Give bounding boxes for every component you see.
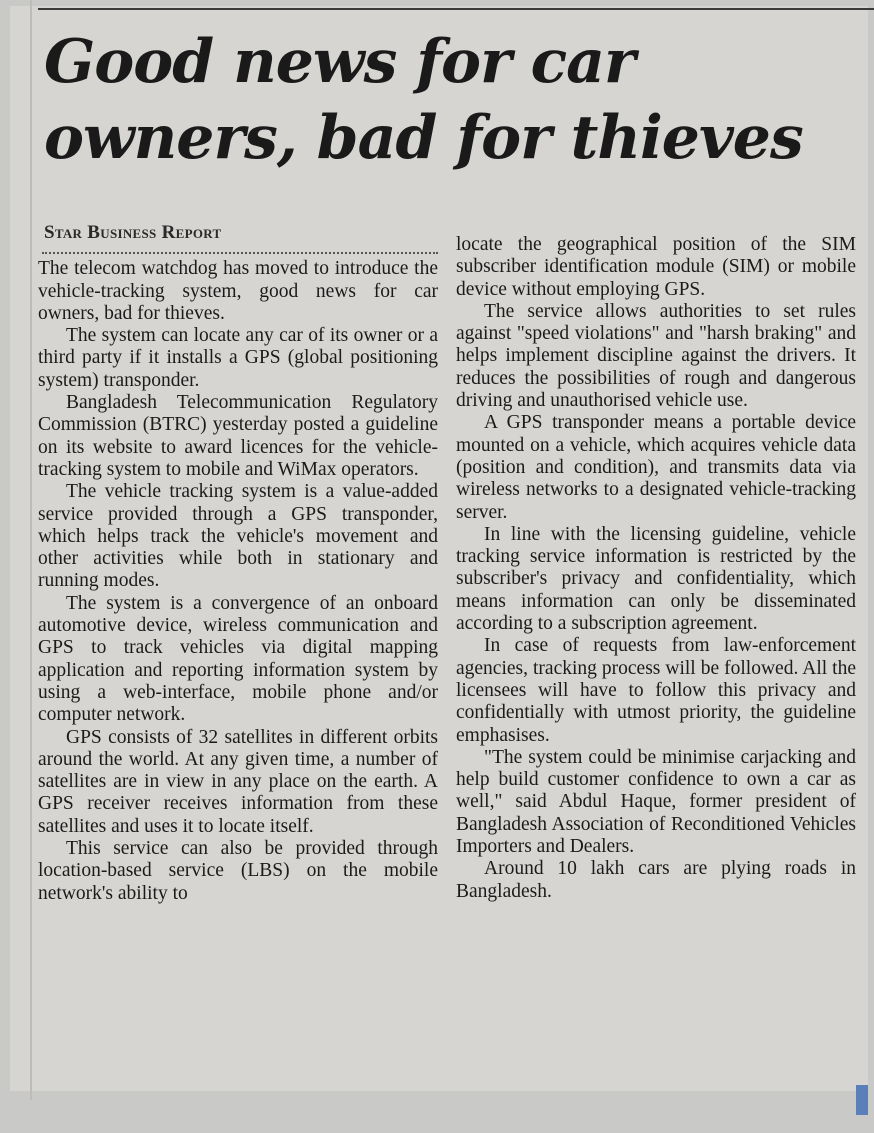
- paragraph: The service allows authorities to set rules against "speed violations" and "harsh braking" and helps implement discipline against the drivers. It reduces the possibilities of rough and dangerous driving and unauthorised vehicle use.: [456, 300, 856, 412]
- paragraph: Bangladesh Telecommunication Regulatory Commission (BTRC) yesterday posted a guideline on its website to award licences for the vehicle-tracking system to mobile and WiMax operators.: [38, 392, 438, 480]
- edge-marker: [856, 1085, 868, 1115]
- paragraph: Around 10 lakh cars are plying roads in Bangladesh.: [456, 858, 856, 902]
- paragraph: A GPS transponder means a portable device mounted on a vehicle, which acquires vehicle data (position and condition), and transmits data via wireless networks to a designated vehicle-tracking server.: [456, 412, 856, 523]
- paragraph: The system can locate any car of its owner or a third party if it installs a GPS (global positioning system) transponder.: [38, 325, 438, 391]
- top-rule: [38, 8, 874, 10]
- column-rule-left: [30, 0, 32, 1100]
- paragraph: locate the geographical position of the SIM subscriber identification module (SIM) or mobile device without employing GPS.: [456, 234, 856, 300]
- article-column-left: [38, 222, 438, 905]
- paragraph: In case of requests from law-enforcement agencies, tracking process will be followed. All the licensees will have to follow this privacy and confidentially with utmost priority, the guideline emphasises.: [456, 635, 856, 746]
- paragraph: The vehicle tracking system is a value-added service provided through a GPS transponder, which helps track the vehicle's movement and other activities while both in stationary and running modes.: [38, 481, 438, 592]
- article-column-right: [456, 234, 856, 903]
- byline: Star Business Report: [44, 222, 222, 243]
- paragraph: The system is a convergence of an onboard automotive device, wireless communication and GPS to track vehicles via digital mapping application and reporting information system by using a web-interface, mobile phone and/or computer network.: [38, 592, 438, 726]
- paragraph: This service can also be provided through location-based service (LBS) on the mobile network's ability to: [38, 838, 438, 904]
- paragraph: "The system could be minimise carjacking and help build customer confidence to own a car as well," said Abdul Haque, former president of Bangladesh Association of Reconditioned Vehicles Importers and Dealers.: [456, 746, 856, 858]
- headline: Good news for car owners, bad for thieves: [44, 27, 803, 173]
- paragraph: In line with the licensing guideline, vehicle tracking service information is restricted by the subscriber's privacy and confidentiality, which means information can only be disseminated according to a subscription agreement.: [456, 523, 856, 635]
- paragraph: The telecom watchdog has moved to introduce the vehicle-tracking system, good news for car owners, bad for thieves.: [38, 258, 438, 324]
- paragraph: GPS consists of 32 satellites in different orbits around the world. At any given time, a number of satellites are in view in any place on the earth. A GPS receiver receives information from these satellites and uses it to locate itself.: [38, 726, 438, 837]
- byline-divider: [42, 252, 438, 254]
